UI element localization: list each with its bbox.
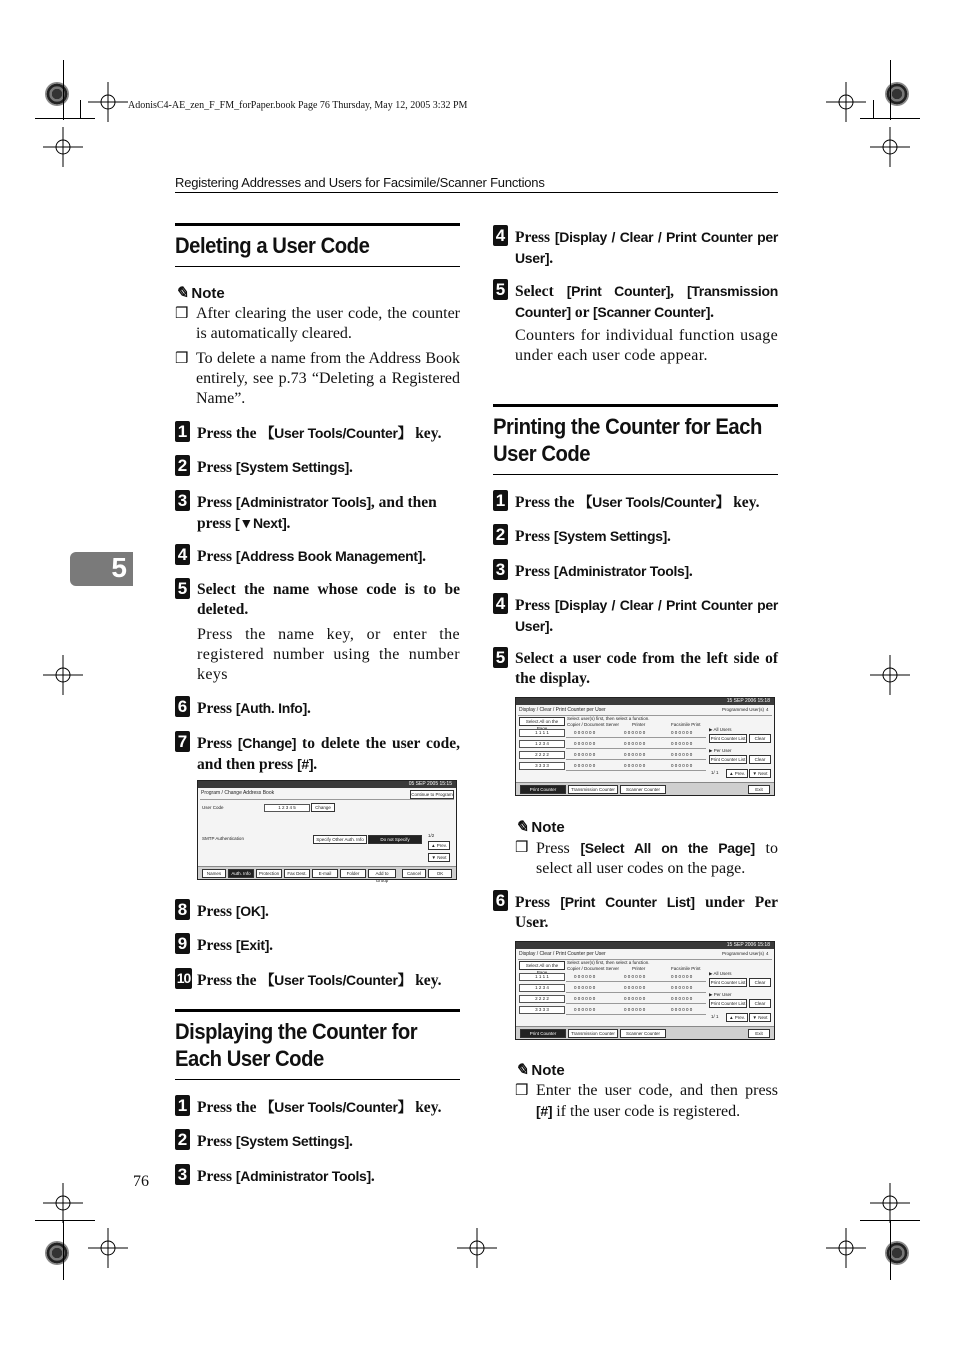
copier-count: 0 0 0 0 0 0 [574, 1007, 596, 1012]
step-text: Press [515, 894, 561, 911]
step-text: key. [411, 1099, 442, 1116]
user-code-label: User Code [202, 805, 224, 810]
step-5-detail: Press the name key, or enter the registered number using the number keys [197, 626, 460, 683]
screen-header [516, 942, 774, 949]
change-button[interactable]: Change [311, 803, 335, 812]
key-label: [Administrator Tools] [235, 494, 371, 510]
row-divider [566, 748, 706, 749]
step-number: 4 [175, 544, 190, 565]
user-code-cell[interactable]: 3 3 3 3 [519, 1006, 565, 1014]
key-label: [Administrator Tools] [235, 1168, 371, 1184]
crop-line [35, 118, 95, 119]
printer-count: 0 0 0 0 0 0 [624, 730, 646, 735]
page-number: 76 [133, 1173, 149, 1190]
printer-count: 0 0 0 0 0 0 [624, 1007, 646, 1012]
key-label: [Administrator Tools] [553, 563, 689, 579]
key-label: 【User Tools/Counter】 [260, 1099, 412, 1115]
divider [200, 799, 454, 800]
row-divider [566, 1014, 706, 1015]
note-text: if the user code is registered. [552, 1103, 741, 1120]
note-label: Note [531, 1062, 565, 1079]
prev-button[interactable]: ▲ Prev. [428, 841, 450, 850]
screen-footer [516, 782, 774, 795]
step-text: Press the [197, 1099, 261, 1116]
crosshair-icon [43, 1183, 83, 1223]
registration-circle [885, 82, 909, 106]
user-code-cell[interactable]: 1 1 1 1 [519, 973, 565, 981]
instruction-text: Select user(s) first, then select a function. [567, 960, 650, 965]
do-not-specify-button[interactable]: Do not Specify [368, 835, 422, 844]
key-label: [Display / Clear / Print Counter per User] [515, 229, 779, 266]
key-label: [#] [536, 1103, 553, 1119]
crosshair-icon [88, 82, 128, 122]
note-text: Press [536, 840, 581, 857]
row-divider [566, 992, 706, 993]
column-printer: Printer [632, 966, 646, 971]
tab-scanner-counter[interactable]: Scanner Counter [620, 1029, 666, 1038]
screen-title: Display / Clear / Print Counter per User [519, 951, 606, 957]
step-number: 8 [175, 899, 190, 920]
step-number: 4 [493, 225, 508, 246]
crosshair-icon [43, 127, 83, 167]
fax-count: 0 0 0 0 0 0 [671, 752, 693, 757]
crop-line [63, 1220, 64, 1280]
user-code-cell[interactable]: 1 1 1 1 [519, 729, 565, 737]
display-step-5-detail: Counters for individual function usage under each user code appear. [515, 327, 778, 364]
row-divider [566, 981, 706, 982]
step-number: 5 [493, 647, 508, 668]
step-text: . [306, 700, 311, 717]
tab-protection[interactable]: Protection [256, 869, 282, 878]
copier-count: 0 0 0 0 0 0 [574, 985, 596, 990]
step-number: 7 [175, 731, 190, 752]
step-text: Press [197, 903, 236, 920]
programmed-users-count: 4 [766, 951, 769, 956]
section-title-printing: Printing the Counter for Each User Code [493, 414, 762, 466]
printer-count: 0 0 0 0 0 0 [624, 996, 646, 1001]
copier-count: 0 0 0 0 0 0 [574, 741, 596, 746]
printer-count: 0 0 0 0 0 0 [624, 741, 646, 746]
step-text: . [313, 756, 318, 773]
crosshair-icon [457, 1228, 497, 1268]
crosshair-icon [88, 1228, 128, 1268]
key-label: [Scanner Counter] [593, 304, 711, 320]
column-fax: Facsimile Print [671, 966, 701, 971]
note-text: After clearing the user code, the counter is automatically cleared. [196, 305, 460, 342]
tab-folder[interactable]: Folder [340, 869, 366, 878]
step-number: 3 [175, 1164, 190, 1185]
step-number: 4 [493, 593, 508, 614]
page-indicator: 1/ 1 [711, 770, 719, 775]
crop-line [63, 60, 64, 120]
step-text: . [265, 903, 269, 920]
step-number: 5 [493, 279, 508, 300]
chapter-number: 5 [111, 552, 127, 583]
fax-count: 0 0 0 0 0 0 [671, 730, 693, 735]
step-text: , [670, 283, 687, 300]
key-label: [Change] [237, 735, 297, 751]
per-user-label: ▶ Per User [709, 992, 732, 997]
step-text: . [422, 548, 426, 565]
print-counter-list-all-button[interactable]: Print Counter List [710, 736, 746, 741]
step-text: . [349, 1133, 353, 1150]
step-text: Select the name whose code is to be deleted. [197, 581, 460, 618]
step-text: Press the [197, 425, 261, 442]
step-text: key. [411, 425, 442, 442]
step-text: Press the [197, 972, 261, 989]
select-all-on-page-button[interactable]: Select All on the [519, 961, 565, 970]
print-counter-list-per-user-button[interactable]: Print Counter List [710, 757, 746, 762]
checkbox-icon: ❒ [515, 1083, 529, 1099]
cancel-button[interactable]: Cancel [402, 869, 426, 878]
fax-count: 0 0 0 0 0 0 [671, 974, 693, 979]
printer-count: 0 0 0 0 0 0 [624, 763, 646, 768]
smtp-auth-label: SMTP Authentication [202, 836, 244, 841]
registration-circle [45, 82, 69, 106]
pencil-icon: ✎ [175, 285, 189, 302]
fax-count: 0 0 0 0 0 0 [671, 1007, 693, 1012]
pencil-icon: ✎ [515, 1062, 529, 1079]
registration-circle [885, 1241, 909, 1265]
note-item [515, 838, 778, 878]
fax-count: 0 0 0 0 0 0 [671, 741, 693, 746]
fax-count: 0 0 0 0 0 0 [671, 996, 693, 1001]
step-text: . [349, 459, 353, 476]
step-text: . [286, 515, 291, 532]
exit-button[interactable]: Exit [748, 785, 770, 794]
screen-clock: 15 SEP 2006 15:18 [726, 942, 770, 948]
step-number: 2 [493, 524, 508, 545]
fax-count: 0 0 0 0 0 0 [671, 763, 693, 768]
page-indicator: 1/ 1 [711, 1014, 719, 1019]
tab-transmission-counter[interactable]: Transmission Counter [568, 1029, 618, 1038]
prev-button[interactable]: ▲ Prev. [726, 769, 748, 778]
per-user-label: ▶ Per User [709, 748, 732, 753]
tab-email[interactable]: E-mail [312, 869, 338, 878]
key-label: 【User Tools/Counter】 [260, 425, 412, 441]
screen-footer [198, 866, 456, 883]
step-text: Press [197, 735, 238, 752]
printer-count: 0 0 0 0 0 0 [624, 752, 646, 757]
crop-line [890, 1220, 891, 1280]
step-number: 1 [493, 490, 508, 511]
tab-print-counter[interactable]: Print Counter [520, 1029, 566, 1038]
step-text: Press [515, 597, 555, 614]
note-item [515, 1081, 778, 1141]
note-item [175, 304, 460, 344]
step-text: key. [729, 494, 760, 511]
next-button[interactable]: ▼ Next [428, 853, 450, 862]
user-code-cell[interactable]: 2 2 2 2 [519, 751, 565, 759]
programmed-users-label: Programmed User(s) [722, 951, 765, 956]
screen-title: Display / Clear / Print Counter per User [519, 707, 606, 713]
all-users-label: ▶ All Users [709, 971, 732, 976]
tab-add-to-group[interactable]: Add to Group [368, 869, 396, 878]
copier-count: 0 0 0 0 0 0 [574, 974, 596, 979]
clear-per-user-button[interactable]: Clear [749, 755, 771, 764]
all-users-label: ▶ All Users [709, 727, 732, 732]
section-rule [493, 474, 778, 475]
key-label: [Exit] [235, 937, 270, 953]
registration-circle [45, 1241, 69, 1265]
ok-button[interactable]: OK [428, 869, 452, 878]
note-text: To delete a name from the Address Book entirely, see p.73 “Deleting a Registered Name”. [196, 350, 460, 407]
step-text: or [570, 304, 594, 321]
printer-count: 0 0 0 0 0 0 [624, 985, 646, 990]
screen-title: Program / Change Address Book [201, 790, 275, 796]
pencil-icon: ✎ [515, 819, 529, 836]
screen-header [198, 781, 456, 788]
address-book-screen [197, 780, 457, 883]
programmed-users-count: 4 [766, 707, 769, 712]
step-number: 10 [175, 968, 192, 989]
clear-per-user-button[interactable]: Clear [749, 999, 771, 1008]
section-title-displaying: Displaying the Counter for Each User Code [175, 1019, 418, 1071]
key-label: [#] [297, 756, 314, 772]
key-label: [Select All on the Page] [580, 840, 755, 856]
step-number: 2 [175, 455, 190, 476]
key-label: [Print Counter List] [560, 894, 695, 910]
step-number: 3 [175, 490, 190, 511]
step-text: to delete the user code, and then press [197, 735, 461, 773]
crop-line [890, 60, 891, 120]
tab-scanner-counter[interactable]: Scanner Counter [620, 785, 666, 794]
checkbox-icon: ❒ [175, 351, 189, 367]
checkbox-icon: ❒ [175, 306, 189, 322]
section-rule [175, 223, 460, 226]
step-text: Press [197, 494, 236, 511]
tab-auth-info[interactable]: Auth. Info [228, 869, 254, 878]
fax-count: 0 0 0 0 0 0 [671, 985, 693, 990]
step-text: , and then press [197, 494, 437, 532]
key-label: [Transmission Counter] [515, 283, 778, 320]
key-label: [Display / Clear / Print Counter per User] [515, 597, 779, 634]
step-text: Press [197, 700, 236, 717]
printer-count: 0 0 0 0 0 0 [624, 974, 646, 979]
step-number: 1 [175, 1095, 190, 1116]
step-text: . [549, 618, 554, 635]
crosshair-icon [870, 127, 910, 167]
running-head: Registering Addresses and Users for Facsimile/Scanner Functions [175, 175, 545, 190]
continue-to-program-button[interactable]: Continue to Program [411, 792, 453, 797]
step-text: . [667, 528, 671, 545]
crosshair-icon [43, 655, 83, 695]
note-heading [515, 817, 565, 837]
note-text: Enter the user code, and then press [536, 1082, 778, 1099]
step-text: Select a user code from the left side of the display. [515, 650, 778, 687]
step-text: . [688, 563, 693, 580]
user-code-cell[interactable]: 2 2 2 2 [519, 995, 565, 1003]
next-button[interactable]: ▼ Next [749, 769, 771, 778]
counter-per-user-screen [515, 697, 775, 796]
page-indicator: 1/2 [428, 833, 435, 838]
checkbox-icon: ❒ [515, 840, 529, 856]
file-meta: AdonisC4-AE_zen_F_FM_forPaper.book Page 76 Thursday, May 12, 2005 3:32 PM [128, 100, 468, 111]
step-text: Press [515, 229, 555, 246]
step-number: 1 [175, 421, 190, 442]
copier-count: 0 0 0 0 0 0 [574, 996, 596, 1001]
select-all-on-page-button[interactable]: Select All on the [519, 717, 565, 726]
step-number: 9 [175, 933, 190, 954]
key-label: 【User Tools/Counter】 [578, 494, 730, 510]
key-label: [Auth. Info] [235, 700, 307, 716]
step-text: Press [197, 459, 236, 476]
specify-other-auth-button[interactable]: Specify Other Auth. Info [313, 835, 367, 844]
user-code-field[interactable]: 1 2 3 4 5 [264, 804, 310, 812]
step-text: Press [197, 937, 236, 954]
exit-button[interactable]: Exit [748, 1029, 770, 1038]
step-text: Select [515, 283, 567, 300]
key-label: [System Settings] [553, 528, 668, 544]
section-rule [493, 404, 778, 407]
step-text: Press [515, 563, 554, 580]
crosshair-icon [870, 1183, 910, 1223]
copier-count: 0 0 0 0 0 0 [574, 763, 596, 768]
key-label: [Address Book Management] [235, 548, 423, 564]
screen-header [516, 698, 774, 705]
screen-clock: 15 SEP 2006 15:18 [726, 698, 770, 704]
programmed-users-label: Programmed User(s) [722, 707, 765, 712]
crop-line [80, 100, 81, 118]
key-label: [System Settings] [235, 1133, 350, 1149]
chapter-tab [70, 552, 133, 586]
tab-transmission-counter[interactable]: Transmission Counter [568, 785, 618, 794]
row-divider [566, 770, 706, 771]
step-number: 6 [175, 696, 190, 717]
user-code-cell[interactable]: 1 2 3 4 [519, 740, 565, 748]
user-code-cell[interactable]: 1 2 3 4 [519, 984, 565, 992]
step-text: . [269, 937, 273, 954]
column-fax: Facsimile Print [671, 722, 701, 727]
counter-per-user-screen [515, 941, 775, 1040]
step-text: Press [515, 528, 554, 545]
tab-fax-dest[interactable]: Fax Dest. [284, 869, 310, 878]
copier-count: 0 0 0 0 0 0 [574, 752, 596, 757]
step-number: 2 [175, 1129, 190, 1150]
print-counter-list-per-user-button[interactable]: Print Counter List [710, 1001, 746, 1006]
section-rule [175, 266, 460, 267]
column-copier: Copier / Document Server [567, 722, 620, 727]
note-item [175, 349, 460, 409]
step-text: . [370, 1168, 375, 1185]
step-number: 6 [493, 890, 508, 911]
section-rule [175, 1079, 460, 1080]
step-text: key. [411, 972, 442, 989]
key-label: [Print Counter] [566, 283, 671, 299]
row-divider [566, 737, 706, 738]
clear-all-button[interactable]: Clear [749, 978, 771, 987]
note-label: Note [191, 285, 225, 302]
step-text: . [710, 304, 714, 321]
step-text: Press [197, 1168, 236, 1185]
crosshair-icon [870, 655, 910, 695]
next-button[interactable]: ▼ Next [749, 1013, 771, 1022]
crosshair-icon [826, 1228, 866, 1268]
running-head-rule [175, 192, 778, 193]
note-text: to select all user codes on the page. [536, 840, 778, 877]
section-rule [175, 1009, 460, 1012]
key-label: [OK] [235, 903, 266, 919]
section-title-deleting: Deleting a User Code [175, 233, 370, 258]
user-code-cell[interactable]: 3 3 3 3 [519, 762, 565, 770]
key-label: 【User Tools/Counter】 [260, 972, 412, 988]
tab-print-counter[interactable]: Print Counter [520, 785, 566, 794]
note-heading [515, 1060, 565, 1080]
step-text: Press [197, 548, 236, 565]
screen-clock: 05 SEP 2005 15:15 [408, 781, 452, 787]
tab-names[interactable]: Names [202, 869, 226, 878]
column-copier: Copier / Document Server [567, 966, 620, 971]
screen-footer [516, 1026, 774, 1039]
copier-count: 0 0 0 0 0 0 [574, 730, 596, 735]
column-printer: Printer [632, 722, 646, 727]
instruction-text: Select user(s) first, then select a function. [567, 716, 650, 721]
note-label: Note [531, 819, 565, 836]
step-number: 3 [493, 559, 508, 580]
step-text: . [549, 250, 554, 267]
crosshair-icon [826, 82, 866, 122]
step-text: under Per User. [515, 894, 779, 931]
prev-button[interactable]: ▲ Prev. [726, 1013, 748, 1022]
clear-all-button[interactable]: Clear [749, 734, 771, 743]
step-text: Press the [515, 494, 579, 511]
step-number: 5 [175, 578, 190, 599]
step-text: Press [197, 1133, 236, 1150]
row-divider [566, 1003, 706, 1004]
note-heading [175, 283, 225, 303]
row-divider [566, 759, 706, 760]
print-counter-list-all-button[interactable]: Print Counter List [710, 980, 746, 985]
key-label: [System Settings] [235, 459, 350, 475]
key-label: [▼Next] [235, 515, 287, 531]
crop-line [873, 100, 874, 118]
